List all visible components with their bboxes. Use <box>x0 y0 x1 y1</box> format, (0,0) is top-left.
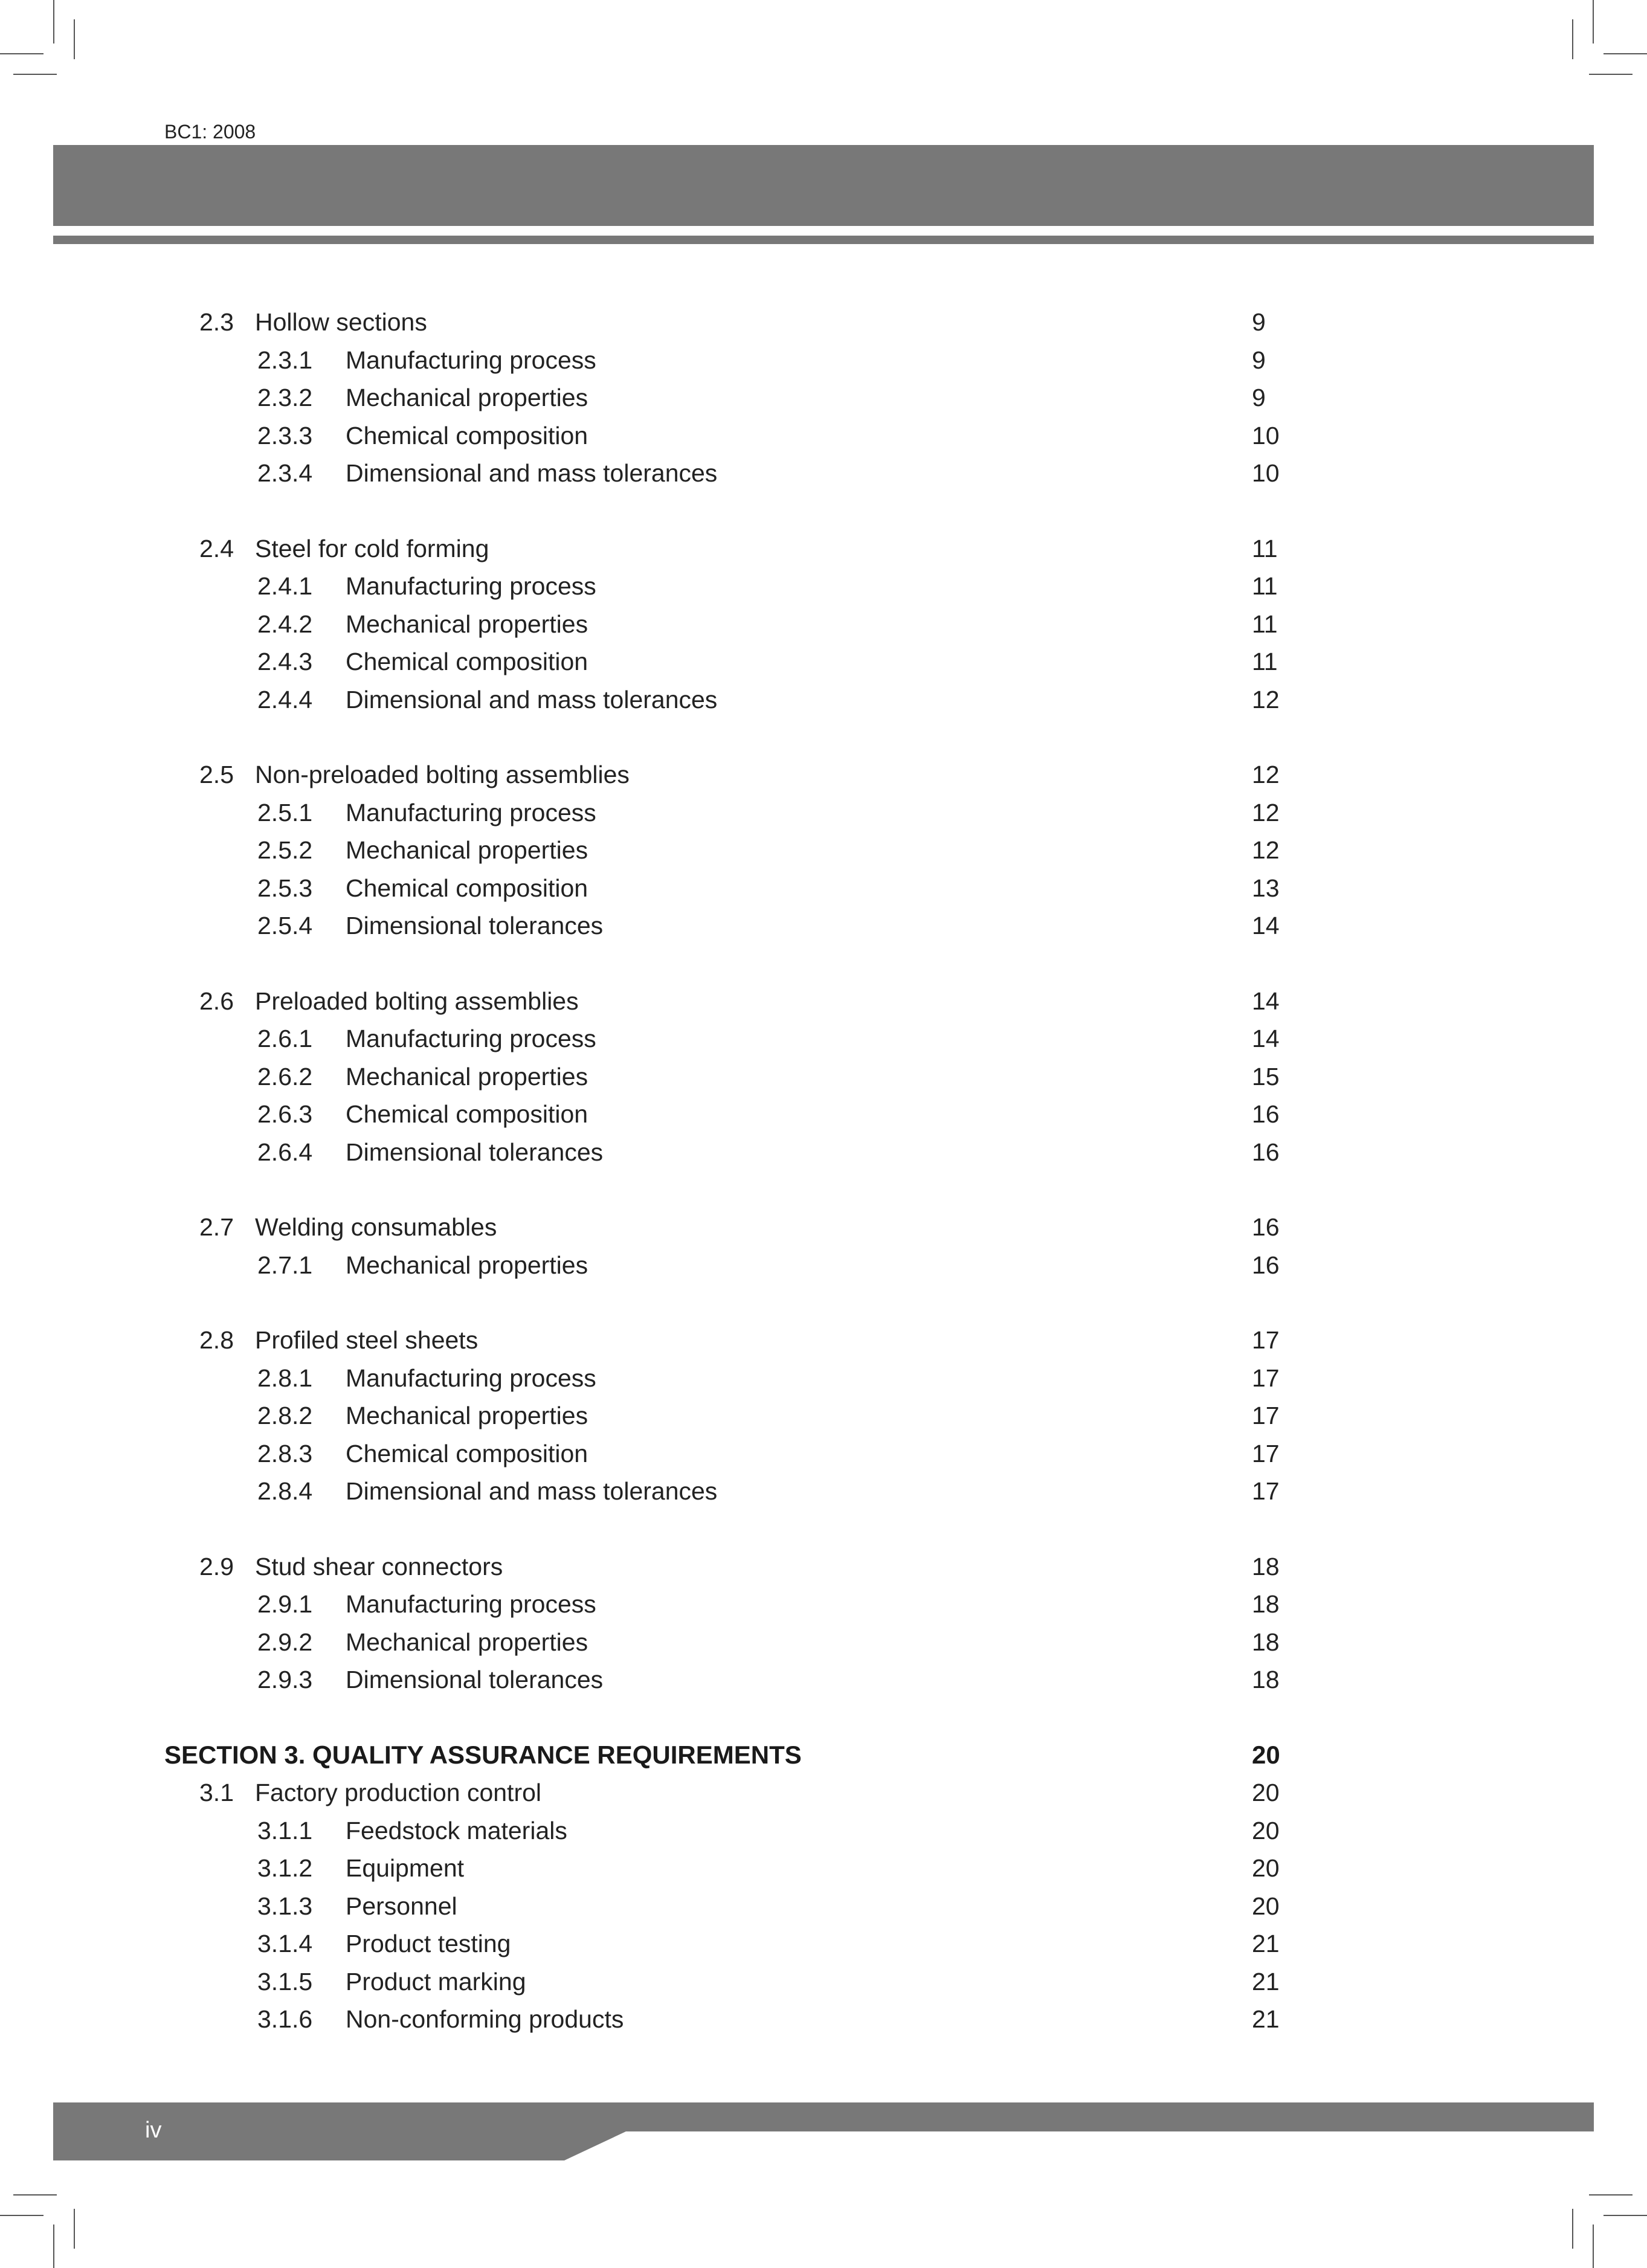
toc-subentry-page: 11 <box>1252 648 1278 675</box>
toc-subentry[interactable] <box>0 1887 1647 1925</box>
toc-entry[interactable] <box>0 303 1647 341</box>
toc-subentry[interactable] <box>0 1925 1647 1963</box>
toc-subentry-number: 2.6.3 <box>257 1100 313 1128</box>
toc-subentry-page: 16 <box>1252 1100 1280 1128</box>
toc-subentry-page: 12 <box>1252 836 1280 864</box>
toc-subentry[interactable] <box>0 907 1647 945</box>
toc-subentry[interactable] <box>0 2000 1647 2038</box>
toc-subentry-number: 2.8.1 <box>257 1364 313 1392</box>
toc-entry-page: 11 <box>1252 534 1278 562</box>
toc-subentry-page: 17 <box>1252 1364 1280 1392</box>
toc-subentry-number: 2.4.1 <box>257 572 313 600</box>
toc-subentry-title: Manufacturing process <box>346 798 596 826</box>
toc-subentry-page: 14 <box>1252 1025 1280 1052</box>
toc-subentry-page: 21 <box>1252 1930 1280 1957</box>
toc-subentry-page: 20 <box>1252 1892 1280 1920</box>
toc-subentry-number: 2.3.1 <box>257 346 313 374</box>
toc-subentry[interactable] <box>0 1435 1647 1473</box>
section-title: SECTION 3. QUALITY ASSURANCE REQUIREMENTS <box>164 1740 802 1769</box>
toc-entry-page: 18 <box>1252 1552 1280 1580</box>
section-page: 20 <box>1252 1740 1280 1769</box>
toc-subentry-title: Equipment <box>346 1854 465 1882</box>
toc-subentry-page: 12 <box>1252 685 1280 714</box>
toc-group <box>0 982 1647 1171</box>
toc-subentry[interactable] <box>0 1623 1647 1661</box>
toc-entry-title: Welding consumables <box>255 1213 497 1241</box>
toc-subentry-page: 21 <box>1252 2005 1280 2033</box>
toc-entry[interactable] <box>0 1208 1647 1246</box>
toc-subentry[interactable] <box>0 1020 1647 1058</box>
toc-subentry-number: 3.1.2 <box>257 1854 313 1882</box>
toc-subentry[interactable] <box>0 1963 1647 2001</box>
toc-subentry-title: Manufacturing process <box>346 1590 596 1618</box>
toc-entry-number: 2.4 <box>199 534 234 562</box>
toc-subentry-title: Chemical composition <box>346 421 588 449</box>
toc-entry-title: Non-preloaded bolting assemblies <box>255 761 630 788</box>
toc-subentry-number: 2.4.3 <box>257 648 313 675</box>
toc-entry[interactable] <box>0 1548 1647 1586</box>
toc-subentry-page: 10 <box>1252 421 1280 449</box>
toc-subentry-title: Chemical composition <box>346 874 588 902</box>
document-id: BC1: 2008 <box>164 121 256 143</box>
toc-subentry-page: 16 <box>1252 1251 1280 1279</box>
toc-subentry-number: 2.8.3 <box>257 1439 313 1467</box>
toc-subentry-title: Dimensional and mass tolerances <box>346 459 718 487</box>
toc-subentry[interactable] <box>0 643 1647 681</box>
header-band <box>53 145 1594 226</box>
toc-entry-number: 2.6 <box>199 987 234 1015</box>
toc-entry-title: Hollow sections <box>255 308 427 336</box>
toc-subentry[interactable] <box>0 1359 1647 1397</box>
toc-subentry[interactable] <box>0 379 1647 417</box>
toc-entry[interactable] <box>0 1774 1647 1812</box>
toc-group <box>0 1548 1647 1699</box>
toc-subentry-title: Non-conforming products <box>346 2005 624 2033</box>
toc-subentry-title: Manufacturing process <box>346 1025 596 1052</box>
toc-subentry[interactable] <box>0 417 1647 455</box>
toc-entry-page: 17 <box>1252 1326 1280 1354</box>
toc-subentry[interactable] <box>0 1812 1647 1850</box>
toc-entry[interactable] <box>0 982 1647 1020</box>
toc-subentry-number: 2.6.2 <box>257 1062 313 1091</box>
toc-section-heading[interactable] <box>0 1736 1647 1774</box>
toc-subentry-number: 2.6.4 <box>257 1138 313 1166</box>
toc-entry-title: Profiled steel sheets <box>255 1326 479 1354</box>
toc-subentry-title: Chemical composition <box>346 648 588 675</box>
toc-entry-number: 2.7 <box>199 1213 234 1241</box>
toc-subentry-number: 2.7.1 <box>257 1251 313 1279</box>
toc-subentry-title: Manufacturing process <box>346 572 596 600</box>
toc-subentry-number: 2.8.4 <box>257 1477 313 1505</box>
toc-group <box>0 756 1647 945</box>
toc-subentry-page: 13 <box>1252 874 1280 902</box>
toc-subentry-page: 18 <box>1252 1666 1280 1693</box>
toc-entry-title: Preloaded bolting assemblies <box>255 987 579 1015</box>
toc-subentry[interactable] <box>0 1058 1647 1096</box>
toc-subentry[interactable] <box>0 869 1647 907</box>
toc-subentry-title: Chemical composition <box>346 1100 588 1128</box>
toc-subentry[interactable] <box>0 454 1647 492</box>
toc-subentry-title: Dimensional tolerances <box>346 912 604 939</box>
toc-entry-title: Factory production control <box>255 1779 542 1806</box>
toc-subentry-page: 16 <box>1252 1138 1280 1166</box>
toc-subentry-number: 2.5.1 <box>257 798 313 826</box>
toc-subentry-title: Dimensional tolerances <box>346 1666 604 1693</box>
toc-entry-number: 3.1 <box>199 1779 234 1806</box>
toc-subentry-number: 2.5.3 <box>257 874 313 902</box>
toc-subentry-number: 2.5.4 <box>257 912 313 939</box>
toc-entry-title: Steel for cold forming <box>255 534 489 562</box>
toc-entry-title: Stud shear connectors <box>255 1552 503 1580</box>
toc-subentry-number: 2.5.2 <box>257 836 313 864</box>
toc-subentry-number: 2.4.2 <box>257 610 313 638</box>
toc-entry-page: 14 <box>1252 987 1280 1015</box>
toc-subentry-title: Product marking <box>346 1967 526 1996</box>
toc-subentry[interactable] <box>0 605 1647 643</box>
toc-subentry-page: 9 <box>1252 346 1266 374</box>
toc-subentry-title: Mechanical properties <box>346 836 588 864</box>
toc-subentry-title: Feedstock materials <box>346 1816 567 1844</box>
toc-subentry-number: 2.9.1 <box>257 1590 313 1618</box>
toc-subentry-number: 2.6.1 <box>257 1025 313 1052</box>
toc-subentry-number: 2.3.2 <box>257 384 313 411</box>
header-rule <box>53 236 1594 244</box>
toc-subentry[interactable] <box>0 1246 1647 1284</box>
toc-subentry-page: 15 <box>1252 1062 1280 1091</box>
toc-subentry[interactable] <box>0 1133 1647 1171</box>
toc-subentry-title: Personnel <box>346 1892 457 1920</box>
toc-subentry-page: 21 <box>1252 1967 1280 1996</box>
toc-subentry-title: Mechanical properties <box>346 1251 588 1279</box>
toc-subentry-page: 18 <box>1252 1590 1280 1618</box>
toc-subentry-page: 11 <box>1252 572 1278 600</box>
toc-subentry[interactable] <box>0 1585 1647 1623</box>
page-number: iv <box>145 2118 162 2143</box>
toc-subentry-title: Dimensional and mass tolerances <box>346 1477 718 1505</box>
toc-subentry-page: 9 <box>1252 384 1266 411</box>
toc-subentry-page: 10 <box>1252 459 1280 487</box>
toc-subentry-page: 17 <box>1252 1402 1280 1429</box>
toc-subentry-number: 3.1.6 <box>257 2005 313 2033</box>
toc-subentry-title: Mechanical properties <box>346 1402 588 1429</box>
toc-subentry-number: 3.1.4 <box>257 1930 313 1957</box>
toc-entry[interactable] <box>0 1321 1647 1359</box>
toc-group <box>0 530 1647 719</box>
toc-subentry-page: 12 <box>1252 798 1280 826</box>
toc-subentry[interactable] <box>0 831 1647 869</box>
toc-subentry-number: 3.1.1 <box>257 1816 313 1844</box>
toc-entry-page: 9 <box>1252 308 1266 336</box>
toc-subentry-number: 3.1.3 <box>257 1892 313 1920</box>
toc-subentry-title: Manufacturing process <box>346 346 596 374</box>
toc-subentry[interactable] <box>0 794 1647 832</box>
toc-subentry-page: 17 <box>1252 1439 1280 1467</box>
toc-subentry-title: Product testing <box>346 1930 511 1957</box>
toc-subentry[interactable] <box>0 567 1647 605</box>
toc-subentry-title: Dimensional and mass tolerances <box>346 685 718 714</box>
table-of-contents <box>0 303 1647 2038</box>
toc-group <box>0 1321 1647 1510</box>
toc-group <box>0 303 1647 492</box>
toc-subentry-title: Mechanical properties <box>346 384 588 411</box>
toc-subentry-title: Mechanical properties <box>346 1062 588 1091</box>
toc-subentry-number: 2.9.3 <box>257 1666 313 1693</box>
toc-subentry-number: 3.1.5 <box>257 1967 313 1996</box>
toc-entry[interactable] <box>0 756 1647 794</box>
toc-subentry-page: 17 <box>1252 1477 1280 1505</box>
toc-subentry-number: 2.3.4 <box>257 459 313 487</box>
toc-subentry-page: 18 <box>1252 1628 1280 1656</box>
toc-subentry-title: Dimensional tolerances <box>346 1138 604 1166</box>
toc-subentry[interactable] <box>0 1472 1647 1510</box>
toc-subentry-number: 2.8.2 <box>257 1402 313 1429</box>
toc-subentry-number: 2.9.2 <box>257 1628 313 1656</box>
toc-entry-number: 2.8 <box>199 1326 234 1354</box>
toc-subentry-number: 2.4.4 <box>257 685 313 714</box>
toc-subentry-number: 2.3.3 <box>257 421 313 449</box>
toc-entry-number: 2.3 <box>199 308 234 336</box>
toc-subentry[interactable] <box>0 1661 1647 1699</box>
toc-subentry-title: Manufacturing process <box>346 1364 596 1392</box>
toc-entry-number: 2.5 <box>199 761 234 788</box>
toc-subentry-title: Chemical composition <box>346 1439 588 1467</box>
toc-subentry-page: 14 <box>1252 912 1280 939</box>
toc-subentry-title: Mechanical properties <box>346 1628 588 1656</box>
toc-entry-page: 20 <box>1252 1779 1280 1806</box>
toc-subentry[interactable] <box>0 681 1647 719</box>
toc-subentry[interactable] <box>0 341 1647 379</box>
toc-subentry[interactable] <box>0 1397 1647 1435</box>
toc-subentry-title: Mechanical properties <box>346 610 588 638</box>
toc-group <box>0 1208 1647 1284</box>
toc-entry-number: 2.9 <box>199 1552 234 1580</box>
toc-entry-page: 12 <box>1252 761 1280 788</box>
footer-band <box>53 2102 1594 2160</box>
toc-subentry-page: 20 <box>1252 1816 1280 1844</box>
toc-subentry-page: 20 <box>1252 1854 1280 1882</box>
toc-subentry[interactable] <box>0 1095 1647 1133</box>
toc-subentry-page: 11 <box>1252 610 1278 638</box>
toc-section <box>0 1736 1647 2038</box>
toc-entry[interactable] <box>0 530 1647 568</box>
toc-entry-page: 16 <box>1252 1213 1280 1241</box>
toc-subentry[interactable] <box>0 1849 1647 1887</box>
